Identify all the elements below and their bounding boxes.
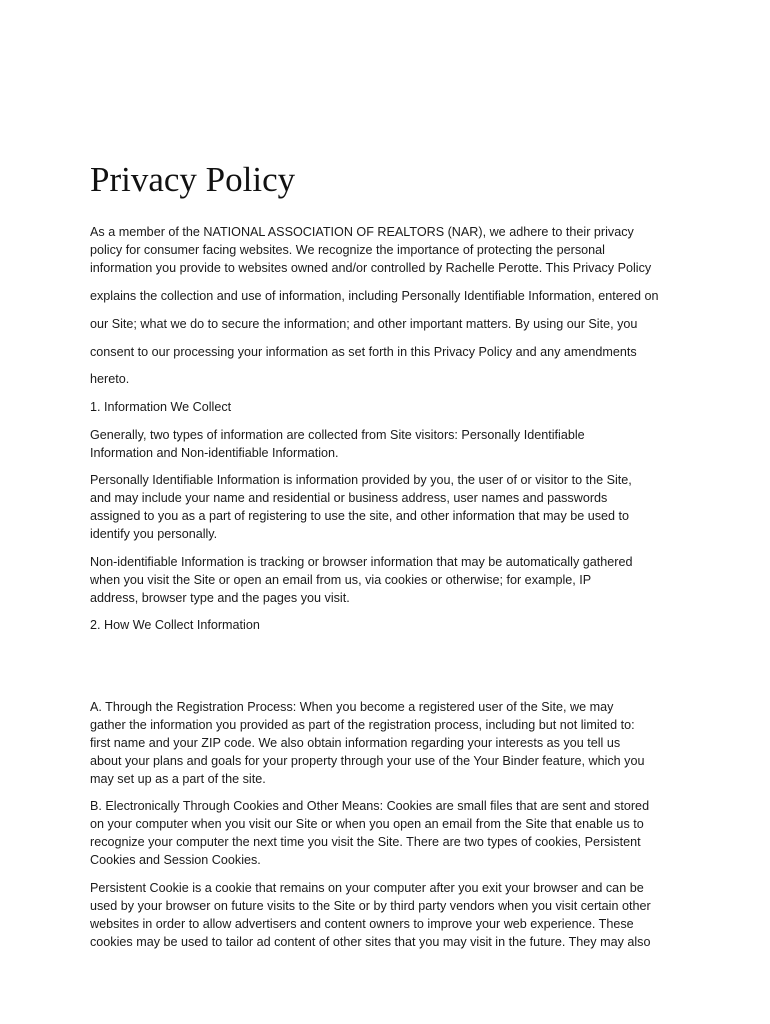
- text-line: consent to our processing your information as set forth in this Privacy Policy and any amendments: [90, 345, 637, 359]
- text-line: B. Electronically Through Cookies and Other Means: Cookies are small files that are sent and stored: [90, 799, 650, 813]
- text-line: may set up as a part of the site.: [90, 772, 266, 786]
- text-line: on your computer when you visit our Site or when you open an email from the Site that enable us to: [90, 817, 644, 831]
- text-line: cookies may be used to tailor ad content of other sites that you may visit in the future. They may also: [90, 935, 651, 949]
- text-line: used by your browser on future visits to the Site or by third party vendors when you visit certain other: [90, 899, 651, 913]
- text-line: address, browser type and the pages you visit.: [90, 591, 350, 605]
- text-line: when you visit the Site or open an email from us, via cookies or otherwise; for example, IP: [90, 573, 592, 587]
- text-line: explains the collection and use of information, including Personally Identifiable Information, entered on: [90, 289, 659, 303]
- text-line: first name and your ZIP code. We also obtain information regarding your interests as you tell us: [90, 736, 621, 750]
- text-line: Cookies and Session Cookies.: [90, 853, 261, 867]
- text-line: about your plans and goals for your property through your use of the Your Binder feature, which you: [90, 754, 645, 768]
- text-line: recognize your computer the next time you visit the Site. There are two types of cookies, Persistent: [90, 835, 641, 849]
- text-line: hereto.: [90, 372, 130, 386]
- text-line: gather the information you provided as part of the registration process, including but not limited to:: [90, 718, 635, 732]
- text-line: information you provide to websites owned and/or controlled by Rachelle Perotte. This Privacy Policy: [90, 261, 652, 275]
- text-line: Information and Non-identifiable Information.: [90, 446, 339, 460]
- page-title: Privacy Policy: [90, 160, 296, 199]
- section-heading-how-we-collect: 2. How We Collect Information: [90, 618, 260, 632]
- text-line: Generally, two types of information are collected from Site visitors: Personally Identifiable: [90, 428, 585, 442]
- text-line: assigned to you as a part of registering to use the site, and other information that may be used to: [90, 509, 630, 523]
- text-line: our Site; what we do to secure the information; and other important matters. By using our Site, you: [90, 317, 638, 331]
- text-line: Personally Identifiable Information is information provided by you, the user of or visitor to the Site,: [90, 473, 632, 487]
- text-line: identify you personally.: [90, 527, 218, 541]
- text-line: websites in order to allow advertisers and content owners to improve your web experience. These: [90, 917, 634, 931]
- text-line: policy for consumer facing websites. We recognize the importance of protecting the personal: [90, 243, 605, 257]
- text-line: and may include your name and residential or business address, user names and passwords: [90, 491, 608, 505]
- text-line: Non-identifiable Information is tracking or browser information that may be automatically gathered: [90, 555, 633, 569]
- section-heading-information-we-collect: 1. Information We Collect: [90, 400, 232, 414]
- text-line: As a member of the NATIONAL ASSOCIATION OF REALTORS (NAR), we adhere to their privacy: [90, 225, 634, 239]
- text-line: Persistent Cookie is a cookie that remains on your computer after you exit your browser and can be: [90, 881, 644, 895]
- text-line: A. Through the Registration Process: When you become a registered user of the Site, we may: [90, 700, 614, 714]
